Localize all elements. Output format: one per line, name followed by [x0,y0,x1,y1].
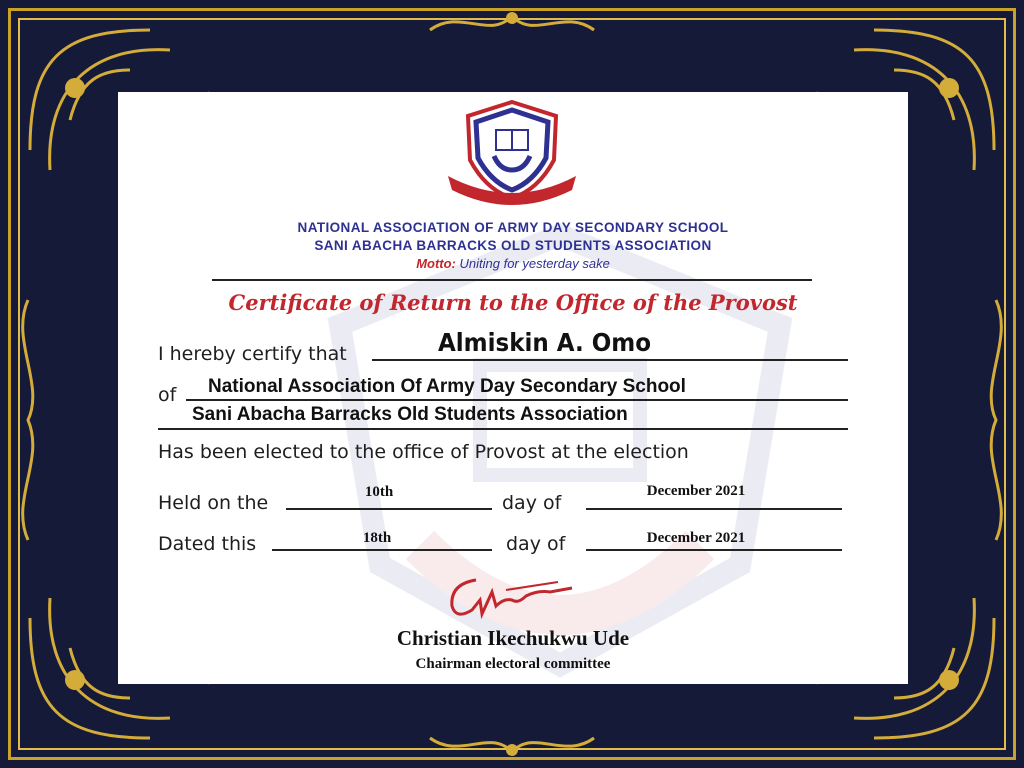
signer-name: Christian Ikechukwu Ude [396,626,630,650]
association-logo-icon [438,98,586,210]
signer-role: Chairman electoral committee [415,656,611,672]
held-day-underline [286,508,492,510]
held-day: 10th [364,484,394,500]
dated-month-year: December 2021 [646,530,746,546]
held-label: Held on the [158,492,269,514]
dated-day-underline [272,549,492,551]
motto [118,256,908,271]
org-name-line2: SANI ABACHA BARRACKS OLD STUDENTS ASSOCIATION [314,238,712,253]
held-month-underline [586,508,842,510]
elected-statement: Has been elected to the office of Provost at the election [158,441,689,463]
signature-icon [446,570,576,624]
dated-day: 18th [362,530,392,546]
recipient-name: Almiskin A. Omo [438,328,652,357]
association-underline1 [186,399,848,401]
association-line1: National Association Of Army Day Secondary School [208,376,686,397]
of-label: of [158,384,177,406]
held-month-year: December 2021 [646,483,746,499]
motto-label: Motto: [416,256,456,271]
certify-label: I hereby certify that [158,343,347,365]
certificate-title: Certificate of Return to the Office of the Provost [228,290,798,315]
dated-month-underline [586,549,842,551]
header-divider [212,279,812,281]
association-line2: Sani Abacha Barracks Old Students Association [192,404,628,425]
name-underline [372,359,848,361]
org-name-line1: NATIONAL ASSOCIATION OF ARMY DAY SECONDARY SCHOOL [297,220,729,235]
dated-day-of-label: day of [506,533,566,555]
motto-text: Uniting for yesterday sake [455,256,610,271]
dated-label: Dated this [158,533,257,555]
held-day-of-label: day of [502,492,562,514]
association-underline2 [158,428,848,430]
